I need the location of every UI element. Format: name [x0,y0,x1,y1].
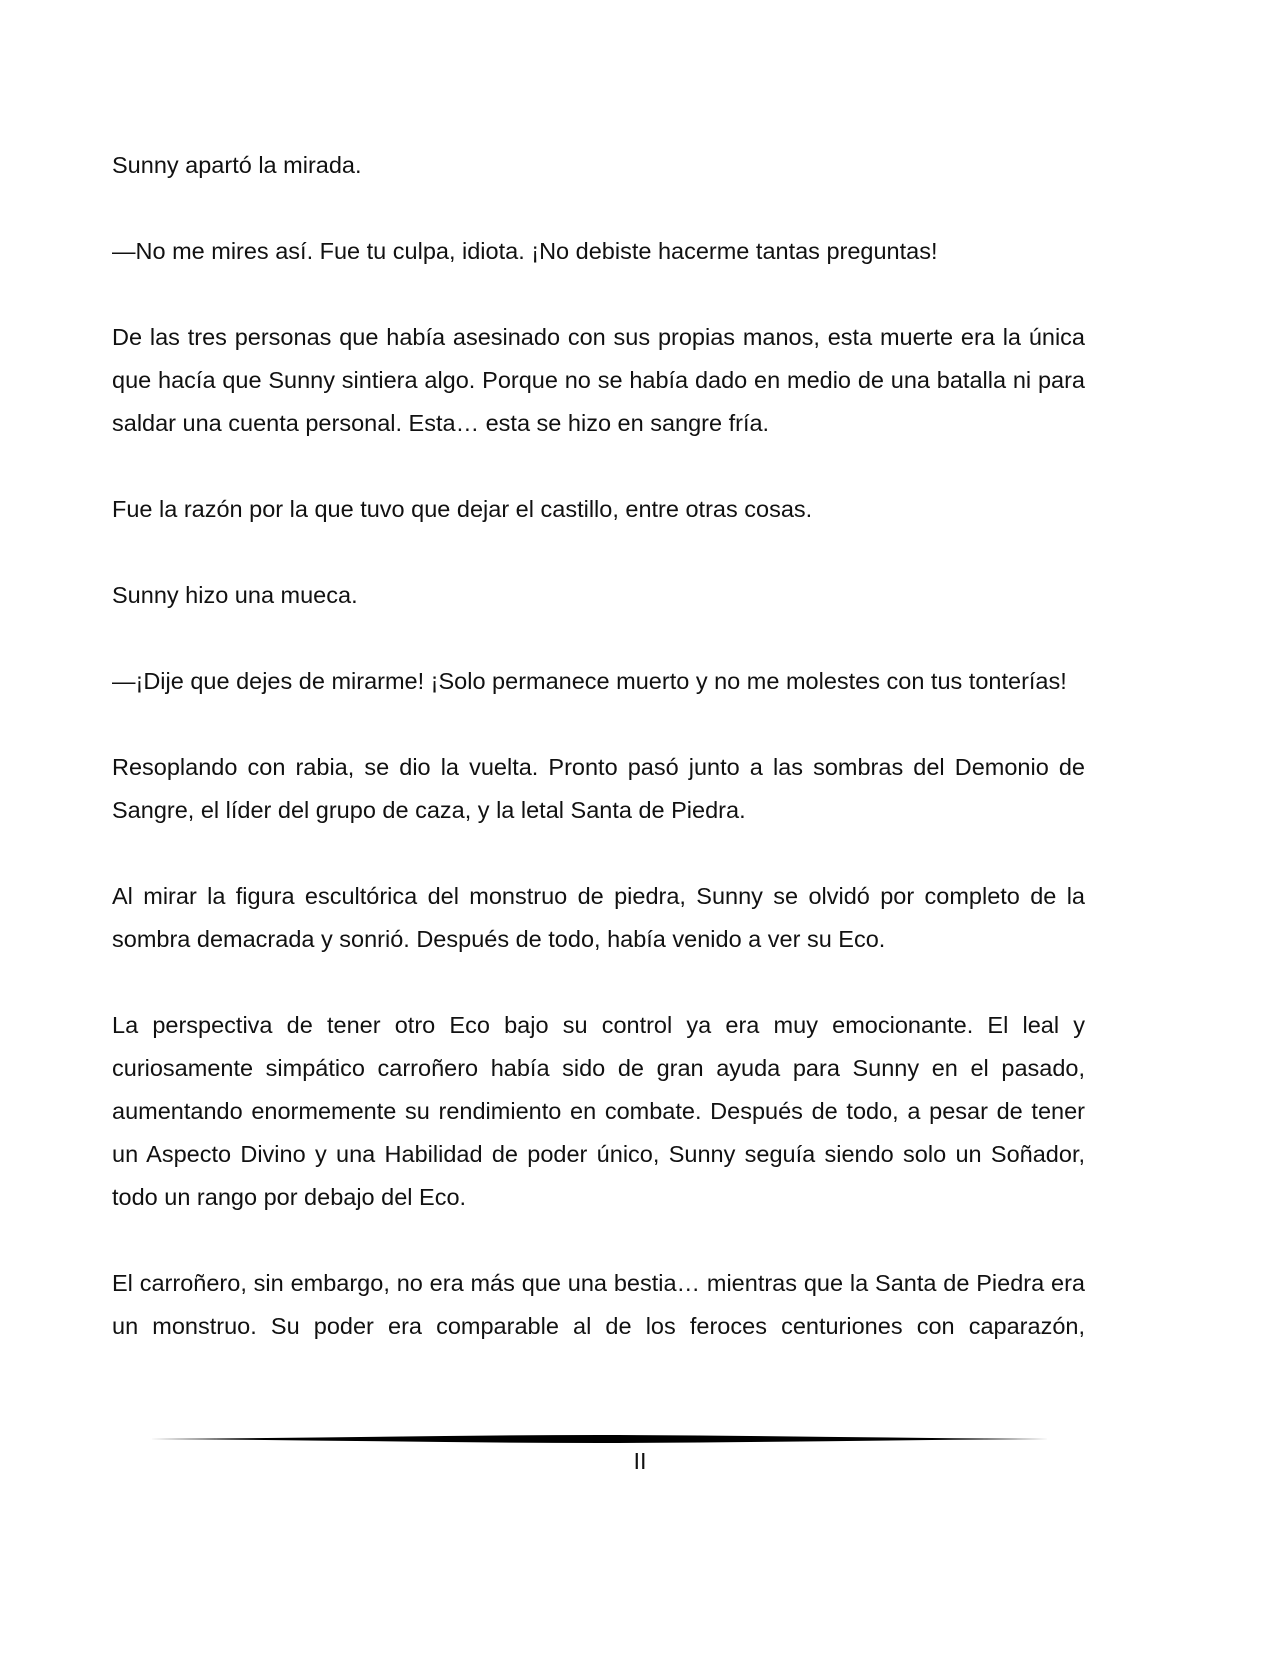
paragraph: El carroñero, sin embargo, no era más que una bestia… mientras que la Santa de Piedra era un monstruo. Su poder era comparable al de los feroces centuriones con caparazón, [112,1270,1085,1339]
paragraph: —No me mires así. Fue tu culpa, idiota. ¡No debiste hacerme tantas preguntas! [112,238,938,264]
paragraph: Al mirar la figura escultórica del monstruo de piedra, Sunny se olvidó por completo de la sombra demacrada y sonrió. Después de todo, había venido a ver su Eco. [112,883,1085,952]
footer-divider [150,1434,1049,1444]
paragraph: Sunny hizo una mueca. [112,582,358,608]
paragraph: —¡Dije que dejes de mirarme! ¡Solo permanece muerto y no me molestes con tus tonterías! [112,668,1067,694]
paragraph: Resoplando con rabia, se dio la vuelta. Pronto pasó junto a las sombras del Demonio de Sangre, el líder del grupo de caza, y la letal Santa de Piedra. [112,754,1085,823]
page-body [112,144,1085,1348]
paragraph: Fue la razón por la que tuvo que dejar el castillo, entre otras cosas. [112,496,813,522]
page-number: II [633,1448,647,1474]
paragraph: La perspectiva de tener otro Eco bajo su control ya era muy emocionante. El leal y curiosamente simpático carroñero había sido de gran ayuda para Sunny en el pasado, aumentando enormemente su rendimiento en combate. Después de todo, a pesar de tener un Aspecto Divino y una Habilidad de poder único, Sunny seguía siendo solo un Soñador, todo un rango por debajo del Eco. [112,1012,1085,1210]
paragraph: Sunny apartó la mirada. [112,152,362,178]
paragraph: De las tres personas que había asesinado con sus propias manos, esta muerte era la única que hacía que Sunny sintiera algo. Porque no se había dado en medio de una batalla ni para saldar una cuenta personal. Esta… esta se hizo en sangre fría. [112,324,1085,436]
